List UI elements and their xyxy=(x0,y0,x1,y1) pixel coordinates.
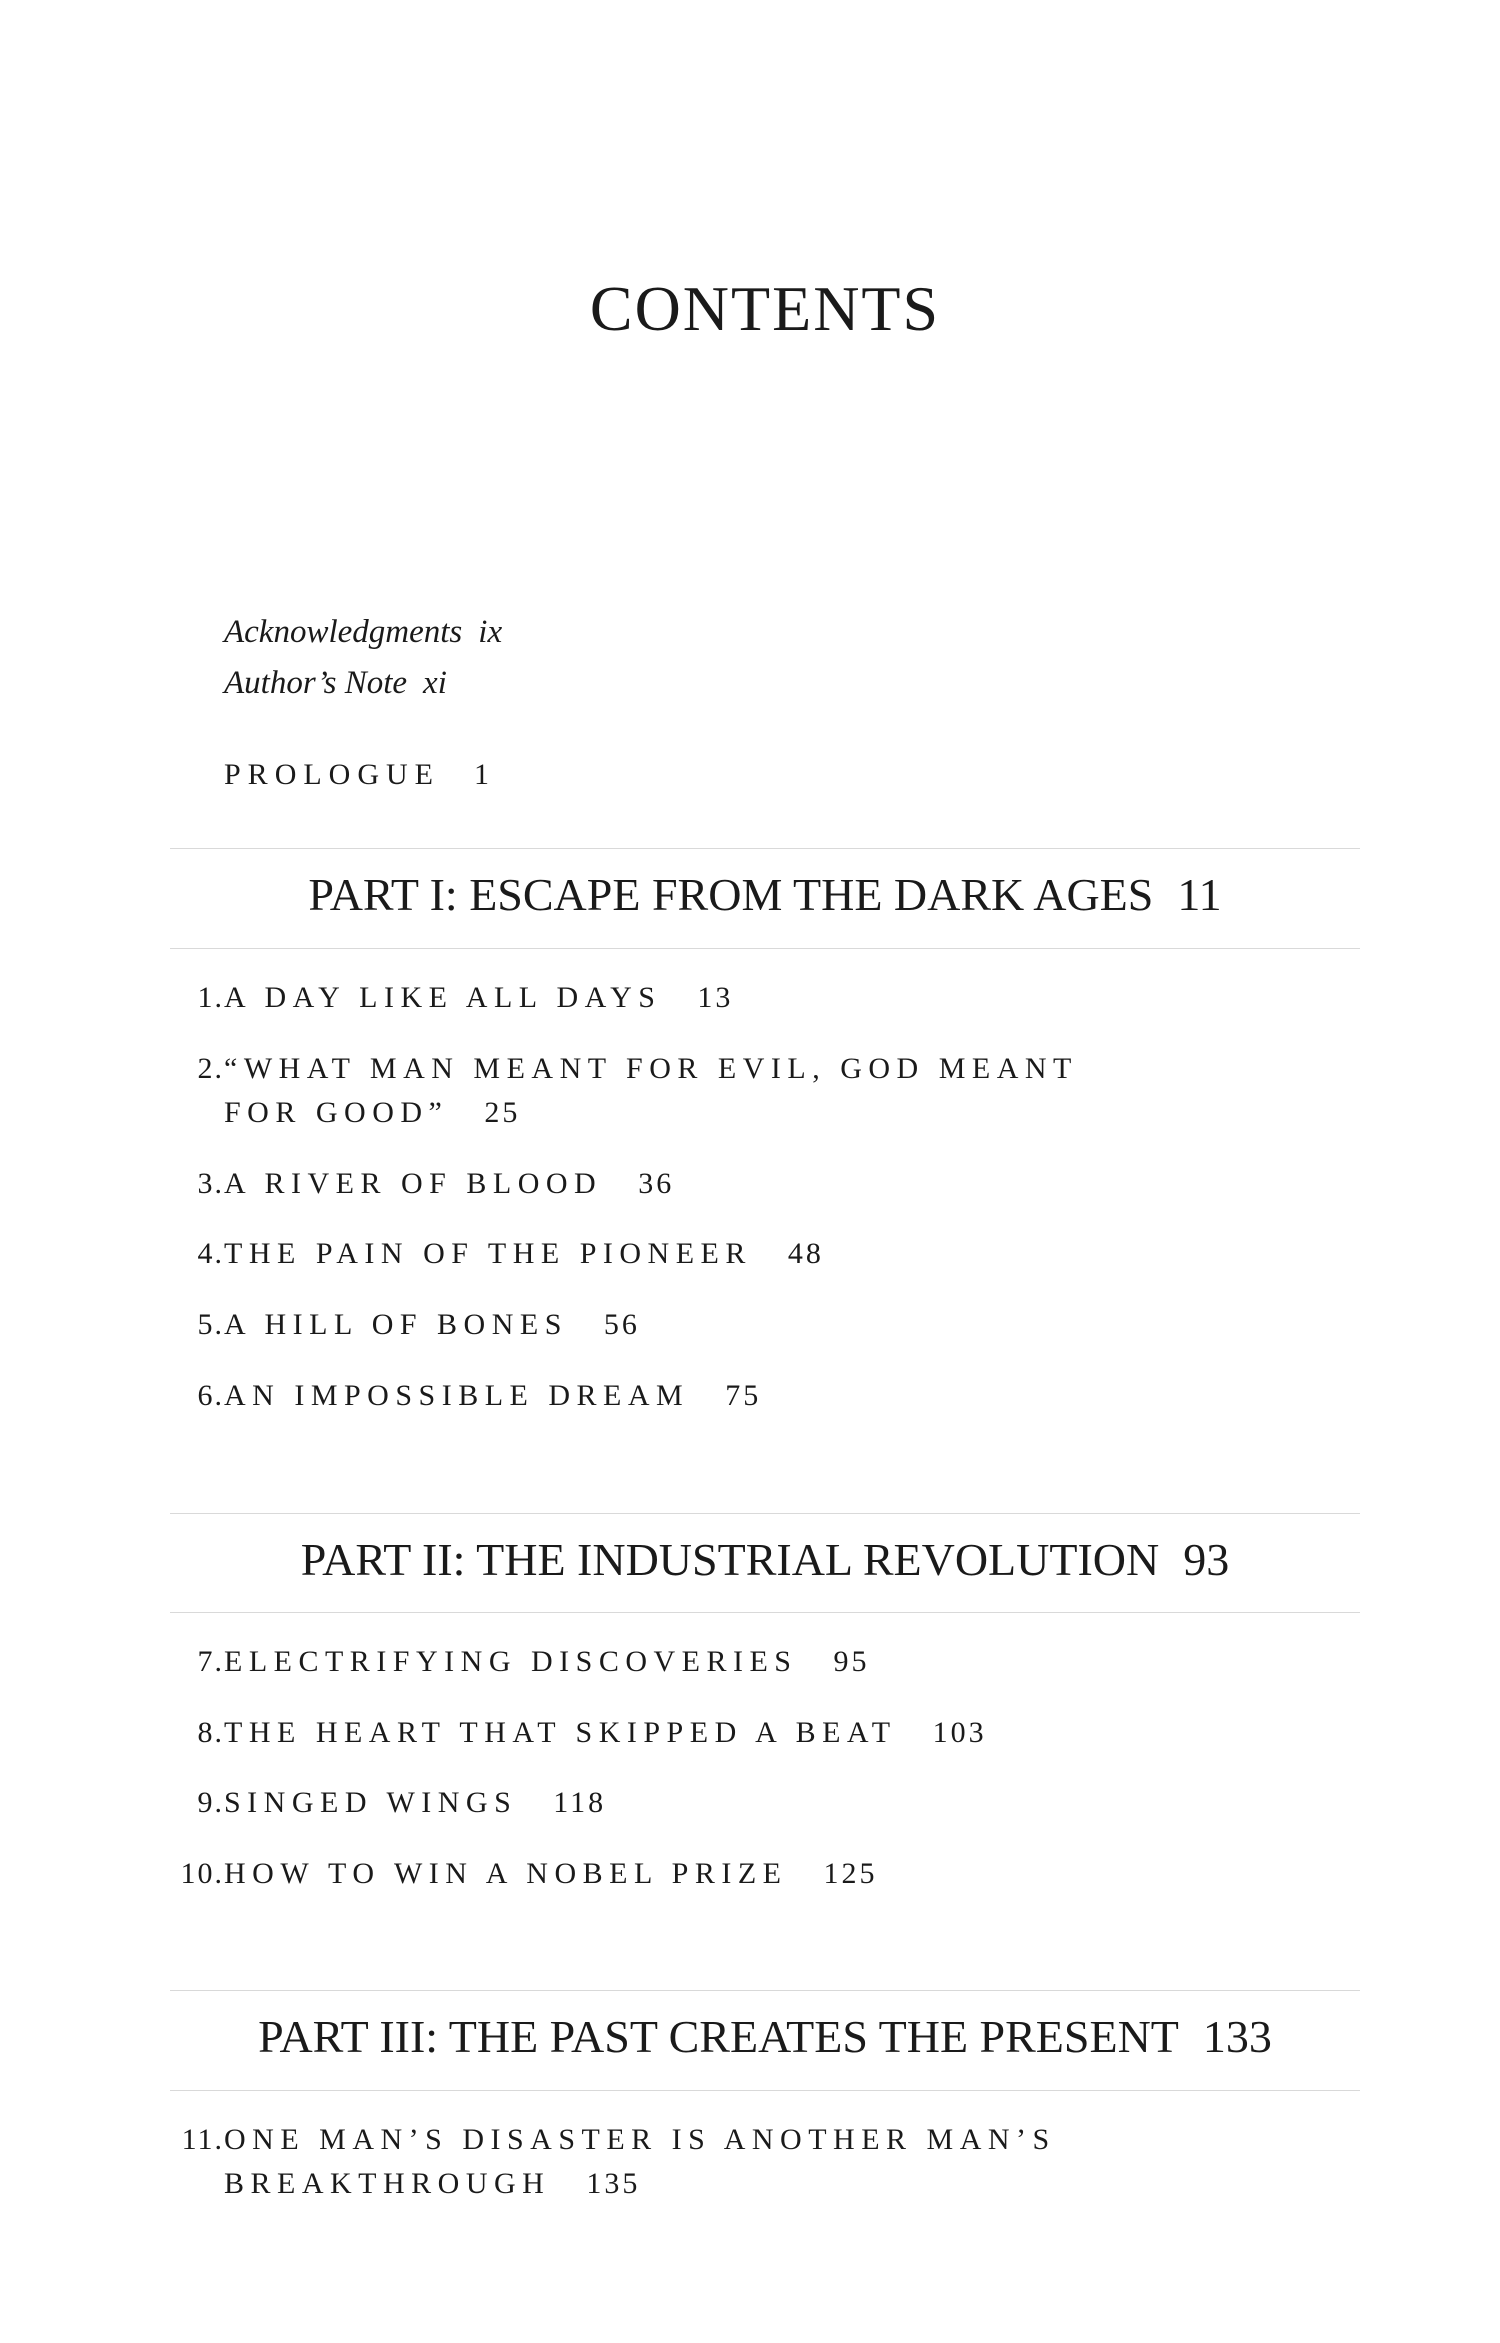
page-title: CONTENTS xyxy=(589,273,941,344)
chapter-page: 13 xyxy=(697,981,734,1014)
chapter-title-line-2: BREAKTHROUGH xyxy=(224,2167,551,2200)
chapter-title: A HILL OF BONES xyxy=(224,1308,568,1341)
chapter-number: 11. xyxy=(181,2123,224,2156)
part-page: 133 xyxy=(1202,2011,1272,2062)
chapter-title: ELECTRIFYING DISCOVERIES xyxy=(224,1645,798,1678)
divider-rule xyxy=(170,848,1360,849)
chapter-title: AN IMPOSSIBLE DREAM xyxy=(224,1379,690,1412)
divider-rule xyxy=(170,1990,1360,1991)
divider-rule xyxy=(170,1513,1360,1514)
part-label: PART III: THE PAST CREATES THE PRESENT xyxy=(258,2011,1179,2062)
chapter-title-line-1: ONE MAN’S DISASTER IS ANOTHER MAN’S xyxy=(224,2123,1056,2156)
part-heading-3 xyxy=(0,2010,1500,2063)
chapter-page: 135 xyxy=(586,2167,641,2200)
chapter-number: 10. xyxy=(180,1857,224,1890)
chapter-number: 3. xyxy=(197,1167,224,1200)
chapter-page: 48 xyxy=(787,1237,824,1270)
chapter-entry-5 xyxy=(170,1303,640,1347)
part-page: 93 xyxy=(1183,1534,1230,1585)
prologue-entry xyxy=(224,758,491,792)
chapter-title: A DAY LIKE ALL DAYS xyxy=(224,981,662,1014)
chapter-entry-8 xyxy=(170,1711,987,1755)
chapter-title: A RIVER OF BLOOD xyxy=(224,1167,603,1200)
chapter-title: THE PAIN OF THE PIONEER xyxy=(224,1237,752,1270)
chapter-entry-3 xyxy=(170,1162,674,1206)
chapter-title-line-1: “WHAT MAN MEANT FOR EVIL, GOD MEANT xyxy=(224,1052,1078,1085)
chapter-entry-11 xyxy=(170,2118,1056,2206)
chapter-entry-6 xyxy=(170,1374,761,1418)
chapter-number: 8. xyxy=(197,1716,224,1749)
front-matter-acknowledgments xyxy=(224,614,502,651)
front-matter-page: xi xyxy=(423,665,447,701)
prologue-page: 1 xyxy=(474,758,492,791)
prologue-label: PROLOGUE xyxy=(224,758,441,791)
divider-rule xyxy=(170,1612,1360,1613)
divider-rule xyxy=(170,2090,1360,2091)
chapter-title: SINGED WINGS xyxy=(224,1786,518,1819)
chapter-number: 9. xyxy=(197,1786,224,1819)
chapter-page: 118 xyxy=(553,1786,607,1819)
chapter-title-line-2: FOR GOOD” xyxy=(224,1096,449,1129)
chapter-number: 6. xyxy=(197,1379,224,1412)
chapter-number: 1. xyxy=(197,981,224,1014)
chapter-title: HOW TO WIN A NOBEL PRIZE xyxy=(224,1857,788,1890)
part-heading-1 xyxy=(0,868,1500,921)
part-label: PART I: ESCAPE FROM THE DARK AGES xyxy=(308,869,1154,920)
front-matter-label: Acknowledgments xyxy=(224,614,463,650)
part-page: 11 xyxy=(1177,869,1222,920)
chapter-page: 125 xyxy=(823,1857,878,1890)
front-matter-authors-note xyxy=(224,665,447,702)
chapter-number: 7. xyxy=(197,1645,224,1678)
chapter-page: 36 xyxy=(638,1167,675,1200)
chapter-page: 95 xyxy=(833,1645,870,1678)
chapter-entry-2 xyxy=(170,1047,1078,1135)
front-matter-label: Author’s Note xyxy=(224,665,408,701)
part-label: PART II: THE INDUSTRIAL REVOLUTION xyxy=(300,1534,1160,1585)
part-heading-2 xyxy=(0,1533,1500,1586)
chapter-entry-4 xyxy=(170,1232,824,1276)
chapter-entry-7 xyxy=(170,1640,870,1684)
chapter-number: 4. xyxy=(197,1237,224,1270)
chapter-page: 75 xyxy=(725,1379,762,1412)
chapter-number: 5. xyxy=(197,1308,224,1341)
chapter-page: 25 xyxy=(484,1096,521,1129)
chapter-page: 56 xyxy=(603,1308,640,1341)
chapter-entry-1 xyxy=(170,976,733,1020)
front-matter-page: ix xyxy=(478,614,503,650)
chapter-title: THE HEART THAT SKIPPED A BEAT xyxy=(224,1716,897,1749)
chapter-number: 2. xyxy=(197,1052,224,1085)
chapter-page: 103 xyxy=(932,1716,987,1749)
divider-rule xyxy=(170,948,1360,949)
chapter-entry-9 xyxy=(170,1781,606,1825)
chapter-entry-10 xyxy=(170,1852,878,1896)
